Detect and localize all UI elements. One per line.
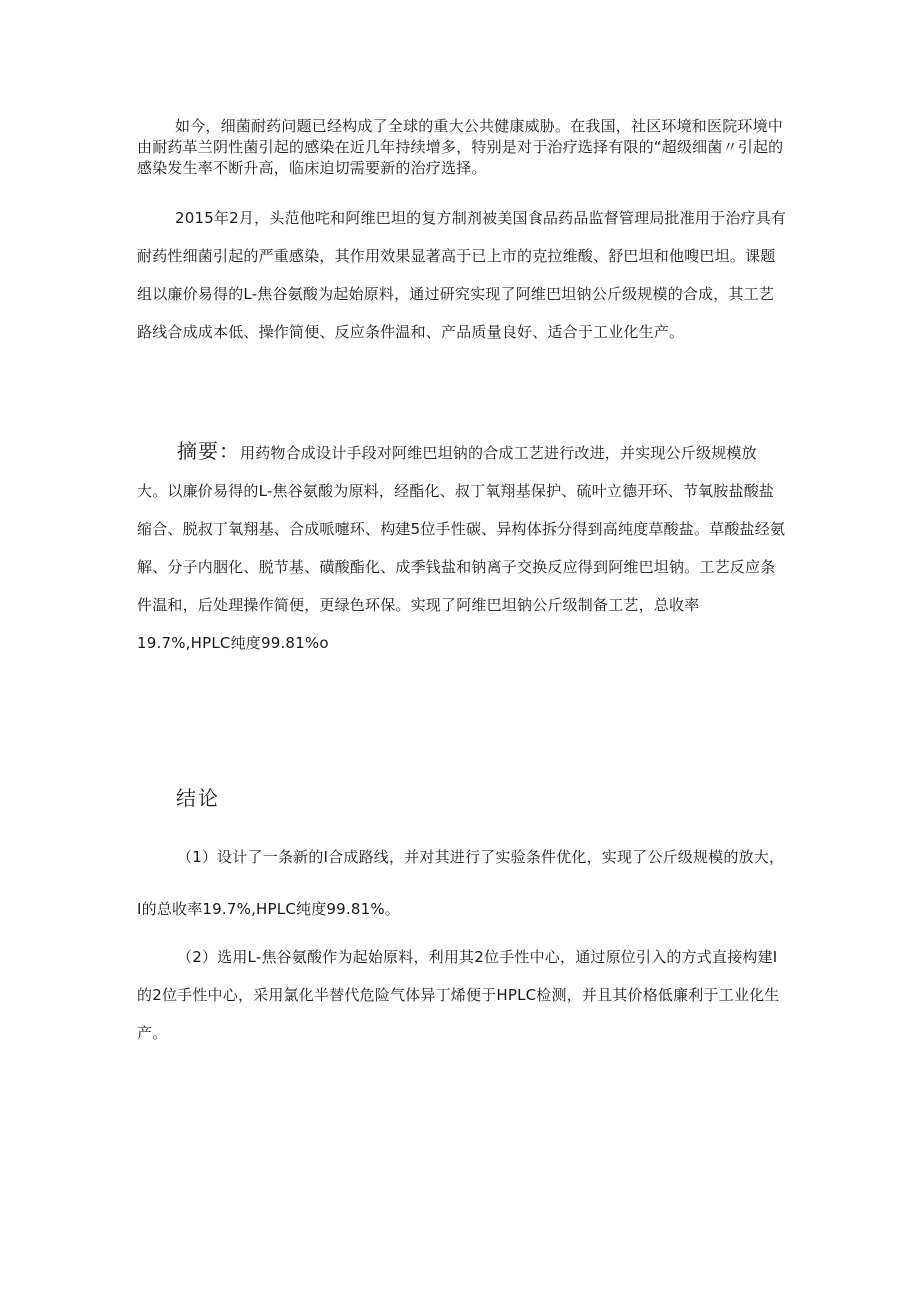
- history-paragraph: 2015年2月，头范他咤和阿维巴坦的复方制剂被美国食品药品监督管理局批准用于治疗具有耐药性细菌引起的严重感染，其作用效果显著高于已上市的克拉维酸、舒巴坦和他嗖巴坦。课题组以廉价易得的L-焦谷氨酸为起始原料，通过研究实现了阿维巴坦钠公斤级规模的合成，其工艺路线合成成本低、操作简便、反应条件温和、产品质量良好、适合于工业化生产。: [137, 209, 787, 341]
- abstract-label: 摘要：: [177, 439, 240, 463]
- abstract-paragraph: [137, 432, 787, 662]
- intro-paragraph: 如今，细菌耐药问题已经构成了全球的重大公共健康威胁。在我国，社区环境和医院环境中由耐药革兰阴性菌引起的感染在近几年持续增多，特别是对于治疗选择有限的“超级细菌〃引起的感染发生率不断升高，临床迫切需要新的治疗选择。: [137, 117, 784, 177]
- conclusion-heading: 结论: [176, 786, 220, 810]
- conclusion-item: （1）设计了一条新的I合成路线，并对其进行了实验条件优化，实现了公斤级规模的放大，I的总收率19.7%,HPLC纯度99.81%。: [137, 848, 785, 918]
- abstract-body: 用药物合成设计手段对阿维巴坦钠的合成工艺进行改进，并实现公斤级规模放大。以廉价易得的L-焦谷氨酸为原料，经酯化、叔丁氧翔基保护、硫叶立德开环、节氧胺盐酸盐缩合、脱叔丁氧翔基、合成哌嚏环、构建5位手性碳、异构体拆分得到高纯度草酸盐。草酸盐经氨解、分子内胭化、脱节基、磺酸酯化、成季钱盐和钠离子交换反应得到阿维巴坦钠。工艺反应条件温和，后处理操作简便，更绿色环保。实现了阿维巴坦钠公斤级制备工艺，总收率19.7%,HPLC纯度99.81%o: [137, 444, 786, 652]
- conclusion-item: （2）选用L-焦谷氨酸作为起始原料，利用其2位手性中心，通过原位引入的方式直接构建I的2位手性中心，采用氯化半替代危险气体异丁烯便于HPLC检测，并且其价格低廉利于工业化生产。: [137, 948, 780, 1042]
